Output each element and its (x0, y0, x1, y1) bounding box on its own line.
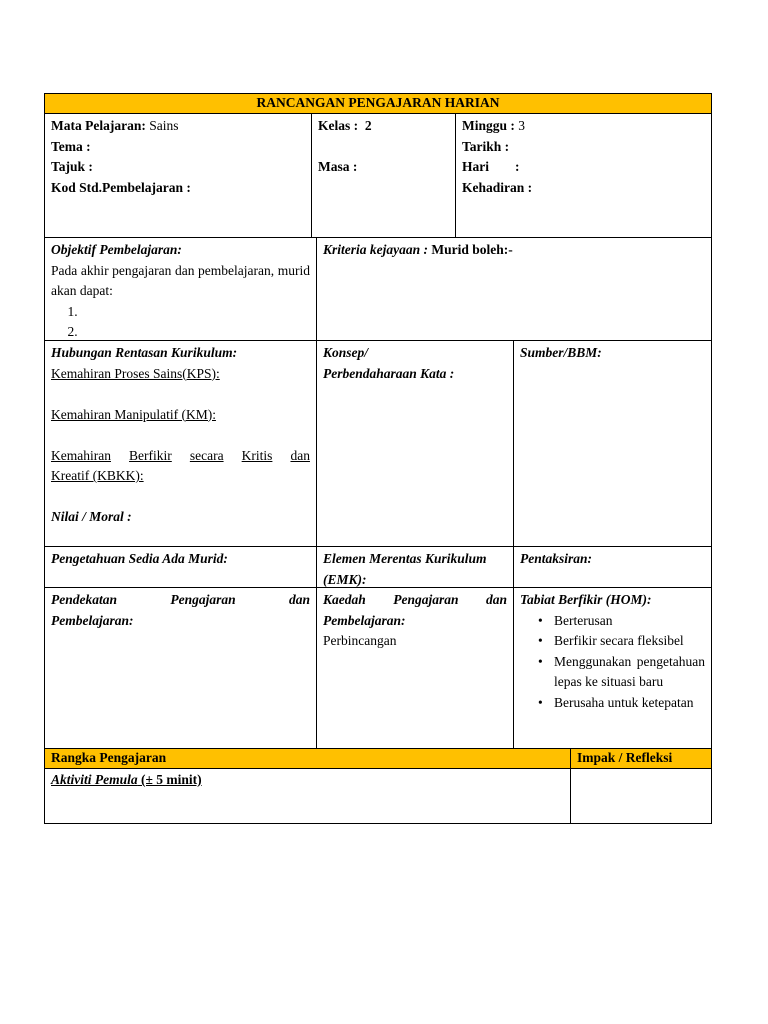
tabiat-heading: Tabiat Berfikir (HOM): (520, 592, 652, 607)
minggu-label: Minggu : (462, 118, 515, 133)
minggu-value: 3 (518, 118, 526, 133)
impak-heading: Impak / Refleksi (570, 748, 712, 769)
tema-label: Tema : (51, 138, 91, 154)
perbendaharaan-heading: Perbendaharaan Kata : (323, 365, 455, 381)
mata-pelajaran-value: Sains (149, 118, 179, 133)
kaedah-heading-line2: Pembelajaran: (323, 612, 406, 628)
tabiat-item: • Berusaha untuk ketepatan (542, 693, 705, 714)
hubungan-heading: Hubungan Rentasan Kurikulum: (51, 345, 238, 360)
pendekatan-heading-line2: Pembelajaran: (51, 612, 134, 628)
nilai-moral-label: Nilai / Moral : (51, 509, 132, 524)
info-right-cell (455, 113, 712, 238)
emk-heading-line2: (EMK): (323, 571, 367, 587)
kelas-value: 2 (364, 118, 372, 133)
pengetahuan-cell (44, 546, 317, 588)
aktiviti-time: (± 5 minit) (141, 772, 202, 787)
hubungan-cell (44, 340, 317, 547)
kbkk-label-line2: Kreatif (KBKK): (51, 468, 144, 483)
sumber-heading: Sumber/BBM: (520, 345, 602, 360)
kriteria-cell (316, 237, 712, 341)
pentaksiran-cell (513, 546, 712, 588)
rangka-heading: Rangka Pengajaran (44, 748, 571, 769)
kriteria-suffix: Murid boleh:- (431, 242, 513, 257)
kriteria-heading: Kriteria kejayaan : (323, 242, 428, 257)
kaedah-value: Perbincangan (323, 633, 397, 648)
tabiat-item: • Berfikir secara fleksibel (542, 631, 705, 652)
tabiat-cell (513, 587, 712, 749)
kbkk-label-line1: Kemahiran Berfikir secara Kritis dan (51, 447, 310, 463)
info-middle-cell (311, 113, 456, 238)
page-title: RANCANGAN PENGAJARAN HARIAN (44, 93, 712, 114)
info-left-cell (44, 113, 312, 238)
objektif-text: Pada akhir pengajaran dan pembelajaran, murid akan dapat: (51, 262, 310, 298)
tabiat-list (520, 611, 705, 714)
konsep-heading: Konsep/ (323, 345, 369, 360)
tajuk-label: Tajuk : (51, 159, 93, 174)
tarikh-label: Tarikh : (462, 138, 510, 154)
km-label: Kemahiran Manipulatif (KM): (51, 406, 216, 422)
kaedah-heading-line1: Kaedah Pengajaran dan (323, 592, 507, 607)
objektif-heading: Objektif Pembelajaran: (51, 242, 182, 257)
objektif-item (81, 302, 310, 323)
pengetahuan-heading: Pengetahuan Sedia Ada Murid: (51, 551, 228, 566)
tabiat-item: • Menggunakan pengetahuan lepas ke situasi baru (542, 652, 705, 693)
tabiat-item: • Berterusan (542, 611, 705, 632)
kod-std-label: Kod Std.Pembelajaran : (51, 179, 191, 195)
pendekatan-heading-line1: Pendekatan Pengajaran dan (51, 592, 310, 607)
emk-heading-line1: Elemen Merentas Kurikulum (323, 551, 487, 566)
objektif-list (51, 302, 310, 343)
kehadiran-label: Kehadiran : (462, 179, 533, 195)
pentaksiran-heading: Pentaksiran: (520, 551, 593, 566)
pendekatan-cell (44, 587, 317, 749)
objektif-cell (44, 237, 317, 341)
aktiviti-cell (44, 768, 571, 824)
sumber-cell (513, 340, 712, 547)
kaedah-cell (316, 587, 514, 749)
aktiviti-pemula-label: Aktiviti Pemula (51, 772, 138, 787)
masa-label: Masa : (318, 159, 358, 174)
mata-pelajaran-label: Mata Pelajaran: (51, 118, 146, 133)
hari-colon: : (515, 159, 520, 174)
kelas-label: Kelas : (318, 118, 359, 133)
emk-cell (316, 546, 514, 588)
impak-cell (570, 768, 712, 824)
konsep-cell (316, 340, 514, 547)
hari-label: Hari (462, 159, 489, 174)
kps-label: Kemahiran Proses Sains(KPS): (51, 365, 220, 381)
